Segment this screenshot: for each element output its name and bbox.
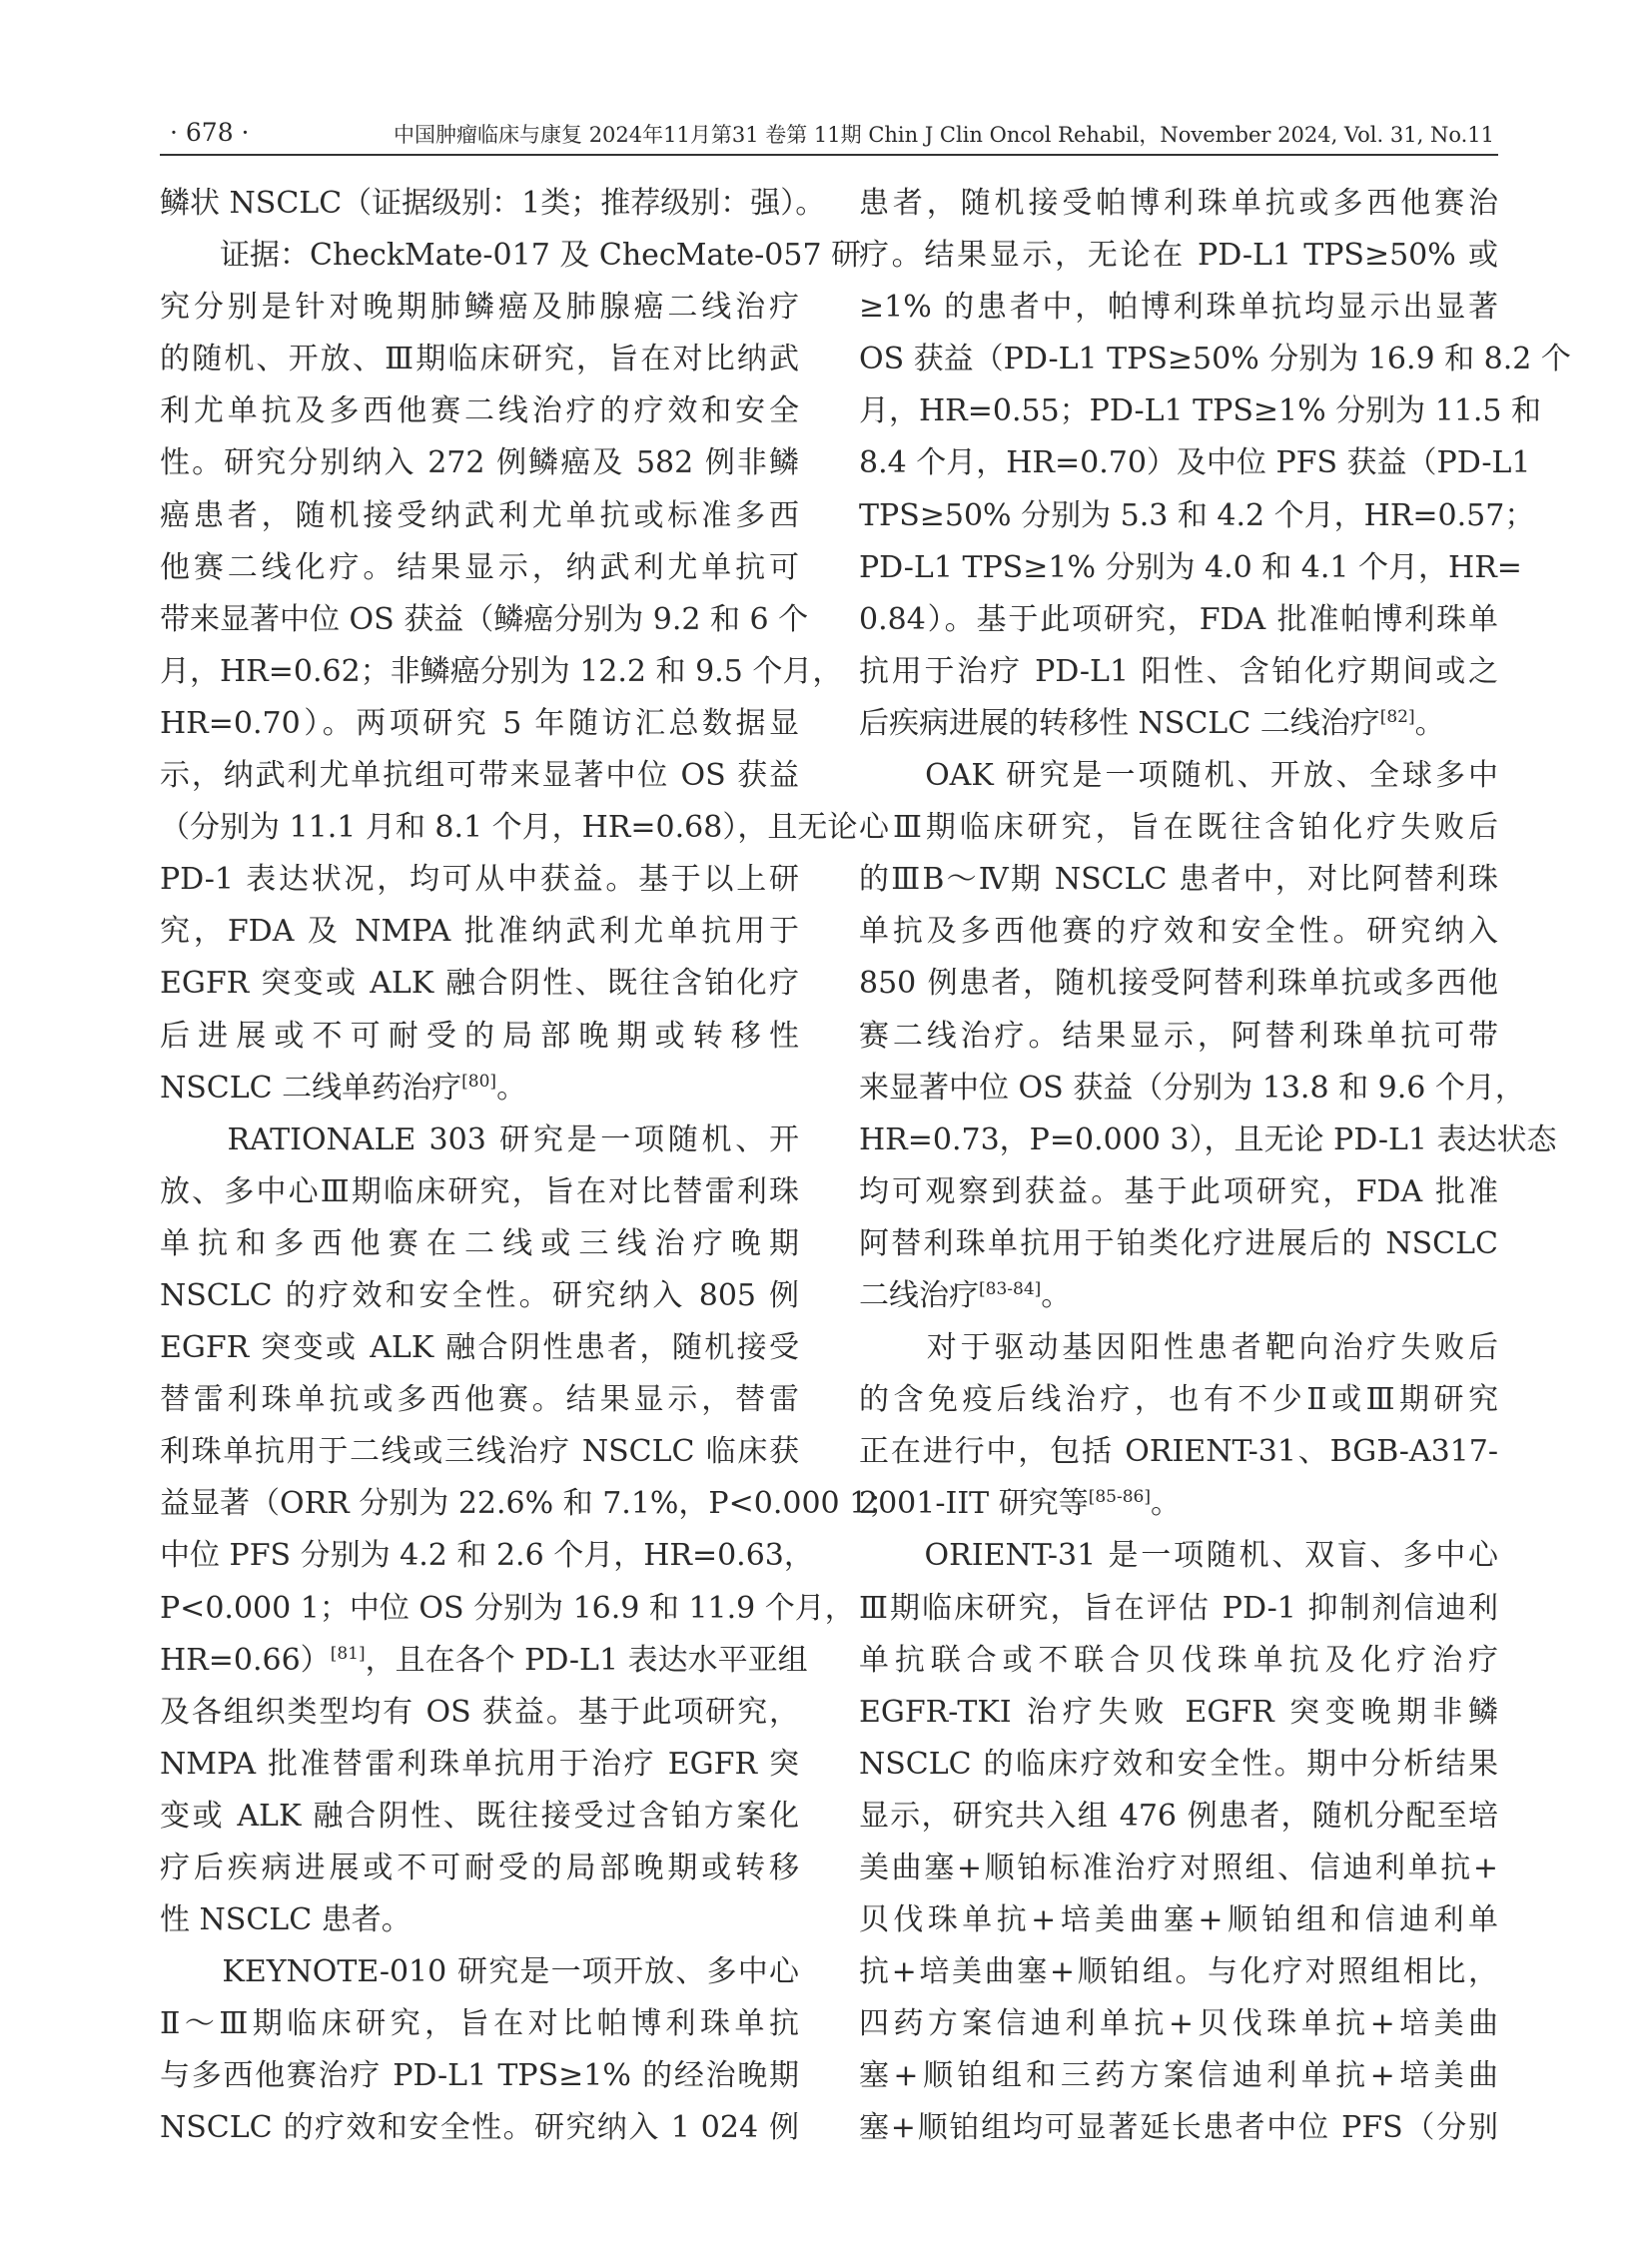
text-line	[160, 698, 799, 750]
text-line	[160, 854, 799, 906]
line-text: 疗后疾病进展或不可耐受的局部晚期或转移	[160, 1851, 799, 1885]
line-text: 究分别是针对晚期肺鳞癌及肺腺癌二线治疗	[160, 290, 799, 326]
citation-reference: [82]	[1379, 706, 1415, 727]
text-line	[859, 1635, 1498, 1687]
line-text: 塞+顺铂组均可显著延长患者中位 PFS（分别	[859, 2110, 1498, 2146]
page-number: · 678 ·	[170, 118, 250, 147]
text-line	[160, 1687, 799, 1739]
line-text: OAK 研究是一项随机、开放、全球多中	[859, 758, 1498, 794]
line-text: 0.84）。基于此项研究，FDA 批准帕博利珠单	[859, 601, 1498, 637]
line-text: NSCLC 的疗效和安全性。研究纳入 805 例	[160, 1277, 799, 1313]
text-line	[859, 1530, 1498, 1582]
text-line	[160, 1115, 799, 1166]
text-line	[859, 2050, 1498, 2102]
citation-reference: [83-84]	[979, 1278, 1042, 1299]
line-text: NSCLC 的疗效和安全性。研究纳入 1 024 例	[160, 2110, 799, 2146]
line-text: 单抗及多西他赛的疗效和安全性。研究纳入	[859, 914, 1498, 950]
text-line	[859, 437, 1531, 489]
text-line	[160, 490, 799, 542]
line-text: Ⅲ期临床研究，旨在评估 PD-1 抑制剂信迪利	[859, 1590, 1498, 1626]
line-text-after-citation: 。	[1151, 1486, 1182, 1522]
text-line	[859, 594, 1498, 646]
line-text: 赛二线治疗。结果显示，阿替利珠单抗可带	[859, 1018, 1498, 1054]
line-text: 贝伐珠单抗+培美曲塞+顺铂组和信迪利单	[859, 1902, 1498, 1938]
line-text: 美曲塞+顺铂标准治疗对照组、信迪利单抗+	[859, 1851, 1498, 1885]
text-line	[160, 1218, 799, 1270]
text-line	[859, 542, 1522, 594]
text-line	[160, 1530, 814, 1582]
text-line	[160, 1946, 799, 1998]
text-line	[859, 906, 1498, 958]
line-text: PD-1 表达状况，均可从中获益。基于以上研	[160, 862, 799, 898]
text-line	[859, 1894, 1498, 1946]
line-text: 二线治疗	[859, 1277, 979, 1313]
line-text: PD-L1 TPS≥1% 分别为 4.0 和 4.1 个月，HR=	[859, 549, 1522, 585]
left-text-column	[160, 178, 899, 2155]
line-text: 2001-IIT 研究等	[859, 1486, 1089, 1522]
line-text: 正在进行中，包括 ORIENT-31、BGB-A317-	[859, 1434, 1498, 1470]
line-text: 抗+培美曲塞+顺铂组。与化疗对照组相比，	[859, 1954, 1498, 1990]
line-text: 显示，研究共入组 476 例患者，随机分配至培	[859, 1798, 1498, 1834]
line-text: 鳞状 NSCLC（证据级别：1类；推荐级别：强）。	[160, 186, 826, 221]
text-line	[859, 1426, 1498, 1478]
line-text: 利珠单抗用于二线或三线治疗 NSCLC 临床获	[160, 1434, 799, 1470]
text-line	[160, 1843, 799, 1894]
line-text: 阿替利珠单抗用于铂类化疗进展后的 NSCLC	[859, 1225, 1498, 1261]
line-text: 后疾病进展的转移性 NSCLC 二线治疗	[859, 705, 1380, 741]
text-line	[859, 802, 1498, 854]
text-line	[859, 1322, 1498, 1374]
text-line	[859, 854, 1498, 906]
line-text: 后进展或不可耐受的局部晚期或转移性	[160, 1018, 799, 1054]
text-line	[859, 334, 1571, 385]
text-line	[160, 1478, 899, 1530]
text-line	[859, 490, 1535, 542]
text-line	[160, 802, 858, 854]
text-line	[859, 1946, 1498, 1998]
line-text: 850 例患者，随机接受阿替利珠单抗或多西他	[859, 966, 1498, 1002]
text-line	[160, 1322, 799, 1374]
line-text: 月，HR=0.55；PD-L1 TPS≥1% 分别为 11.5 和	[859, 393, 1542, 429]
line-text: 他赛二线化疗。结果显示，纳武利尤单抗可	[160, 549, 799, 585]
text-line	[859, 698, 1498, 750]
line-text: OS 获益（PD-L1 TPS≥50% 分别为 16.9 和 8.2 个	[859, 342, 1571, 377]
text-line	[859, 1115, 1557, 1166]
text-line	[859, 1011, 1498, 1063]
line-text: 示，纳武利尤单抗组可带来显著中位 OS 获益	[160, 758, 799, 794]
line-text: 塞+顺铂组和三药方案信迪利单抗+培美曲	[859, 2058, 1498, 2094]
line-text: 放、多中心Ⅲ期临床研究，旨在对比替雷利珠	[160, 1173, 799, 1209]
line-text: 究，FDA 及 NMPA 批准纳武利尤单抗用于	[160, 914, 799, 950]
text-line	[160, 594, 809, 646]
text-line	[160, 1426, 799, 1478]
line-text: 均可观察到获益。基于此项研究，FDA 批准	[859, 1173, 1498, 1209]
line-text-after-citation: 。	[1041, 1277, 1072, 1313]
line-text: 及各组织类型均有 OS 获益。基于此项研究，	[160, 1694, 799, 1730]
line-text: HR=0.66）	[160, 1642, 331, 1678]
line-text: 8.4 个月，HR=0.70）及中位 PFS 获益（PD-L1	[859, 445, 1531, 481]
text-line	[859, 1687, 1498, 1739]
text-line	[160, 958, 799, 1010]
journal-citation: 中国肿瘤临床与康复 2024年11月第31 卷第 11期 Chin J Clin Oncol Rehabil，November 2024, Vol. 31, No.11	[394, 123, 1494, 147]
line-text: EGFR-TKI 治疗失败 EGFR 突变晚期非鳞	[859, 1694, 1498, 1730]
text-line	[160, 750, 799, 802]
text-line	[160, 282, 799, 334]
line-text: 癌患者，随机接受纳武利尤单抗或标准多西	[160, 497, 799, 533]
text-line	[160, 1635, 808, 1687]
line-text-after-citation: 。	[1414, 705, 1445, 741]
line-text: 益显著（ORR 分别为 22.6% 和 7.1%，P<0.000 1；	[160, 1486, 899, 1522]
text-line	[160, 1063, 799, 1115]
line-text-after-citation: 。	[496, 1070, 527, 1106]
line-text: 变或 ALK 融合阴性、既往接受过含铂方案化	[160, 1798, 799, 1834]
running-header	[160, 116, 1498, 156]
text-line	[859, 1843, 1498, 1894]
text-line	[160, 1739, 799, 1791]
line-text: 的随机、开放、Ⅲ期临床研究，旨在对比纳武	[160, 342, 799, 377]
line-text: HR=0.73，P=0.000 3），且无论 PD-L1 表达状态	[859, 1121, 1557, 1157]
text-line	[160, 1374, 799, 1426]
line-text: （分别为 11.1 月和 8.1 个月，HR=0.68），且无论	[160, 810, 858, 846]
text-line	[160, 1011, 799, 1063]
line-text: 与多西他赛治疗 PD-L1 TPS≥1% 的经治晚期	[160, 2058, 799, 2094]
line-text: 来显著中位 OS 获益（分别为 13.8 和 9.6 个月，	[859, 1070, 1525, 1106]
line-text: 四药方案信迪利单抗+贝伐珠单抗+培美曲	[859, 2006, 1498, 2042]
text-line	[859, 178, 1498, 230]
text-line	[160, 178, 826, 230]
text-line	[859, 1583, 1498, 1635]
line-text: 证据：CheckMate-017 及 ChecMate-057 研	[160, 238, 862, 274]
line-text: 疗。结果显示，无论在 PD-L1 TPS≥50% 或	[859, 238, 1498, 274]
text-line	[859, 1791, 1498, 1843]
line-text: ≥1% 的患者中，帕博利珠单抗均显示出显著	[859, 290, 1498, 326]
text-line	[160, 1791, 799, 1843]
text-line	[160, 1166, 799, 1218]
text-line	[160, 334, 799, 385]
text-line	[859, 1998, 1498, 2050]
text-line	[160, 646, 843, 698]
line-text: 的ⅢB～Ⅳ期 NSCLC 患者中，对比阿替利珠	[859, 862, 1498, 898]
line-text: 对于驱动基因阳性患者靶向治疗失败后	[859, 1330, 1498, 1366]
text-line	[160, 906, 799, 958]
line-text: 月，HR=0.62；非鳞癌分别为 12.2 和 9.5 个月，	[160, 653, 843, 689]
text-line	[160, 437, 799, 489]
text-line	[160, 1998, 799, 2050]
text-line	[859, 1218, 1498, 1270]
text-line	[859, 646, 1498, 698]
citation-reference: [80]	[461, 1071, 497, 1092]
line-text: 的含免疫后线治疗，也有不少Ⅱ或Ⅲ期研究	[859, 1382, 1498, 1418]
right-text-column	[859, 178, 1571, 2155]
line-text: NSCLC 的临床疗效和安全性。期中分析结果	[859, 1746, 1498, 1782]
text-line	[859, 1166, 1498, 1218]
line-text: NSCLC 二线单药治疗	[160, 1070, 462, 1106]
text-line	[160, 230, 862, 282]
text-line	[160, 385, 799, 437]
line-text: 患者，随机接受帕博利珠单抗或多西他赛治	[859, 186, 1498, 221]
citation-reference: [81]	[330, 1643, 366, 1664]
text-line	[160, 542, 799, 594]
text-line	[160, 2102, 799, 2154]
line-text: 利尤单抗及多西他赛二线治疗的疗效和安全	[160, 393, 799, 429]
line-text: 单抗联合或不联合贝伐珠单抗及化疗治疗	[859, 1642, 1498, 1678]
line-text: 抗用于治疗 PD-L1 阳性、含铂化疗期间或之	[859, 653, 1498, 689]
line-text: ORIENT-31 是一项随机、双盲、多中心	[859, 1538, 1498, 1574]
line-text: 单抗和多西他赛在二线或三线治疗晚期	[160, 1225, 799, 1261]
text-line	[859, 958, 1498, 1010]
line-text: 带来显著中位 OS 获益（鳞癌分别为 9.2 和 6 个	[160, 601, 809, 637]
text-line	[160, 1583, 855, 1635]
line-text: KEYNOTE-010 研究是一项开放、多中心	[160, 1954, 799, 1990]
text-line	[859, 2102, 1498, 2154]
line-text: Ⅱ～Ⅲ期临床研究，旨在对比帕博利珠单抗	[160, 2006, 799, 2042]
line-text: EGFR 突变或 ALK 融合阴性、既往含铂化疗	[160, 966, 799, 1002]
text-line	[859, 1063, 1525, 1115]
text-line	[160, 2050, 799, 2102]
text-line	[859, 230, 1498, 282]
line-text: 性。研究分别纳入 272 例鳞癌及 582 例非鳞	[160, 445, 799, 481]
text-line	[859, 750, 1498, 802]
text-line	[859, 1270, 1498, 1322]
line-text: 替雷利珠单抗或多西他赛。结果显示，替雷	[160, 1382, 799, 1418]
line-text: 心Ⅲ期临床研究，旨在既往含铂化疗失败后	[859, 810, 1498, 846]
text-line	[160, 1270, 799, 1322]
line-text: TPS≥50% 分别为 5.3 和 4.2 个月，HR=0.57；	[859, 497, 1535, 533]
text-line	[859, 1739, 1498, 1791]
text-line	[859, 1374, 1498, 1426]
text-line	[859, 385, 1542, 437]
line-text: HR=0.70）。两项研究 5 年随访汇总数据显	[160, 705, 799, 741]
line-text: EGFR 突变或 ALK 融合阴性患者，随机接受	[160, 1330, 799, 1366]
line-text: NMPA 批准替雷利珠单抗用于治疗 EGFR 突	[160, 1746, 799, 1782]
line-text: 中位 PFS 分别为 4.2 和 2.6 个月，HR=0.63，	[160, 1538, 814, 1574]
citation-reference: [85-86]	[1088, 1487, 1152, 1508]
line-text: RATIONALE 303 研究是一项随机、开	[160, 1121, 799, 1157]
line-text: 性 NSCLC 患者。	[160, 1902, 412, 1938]
line-text-after-citation: ，且在各个 PD-L1 表达水平亚组	[365, 1642, 808, 1678]
line-text: P<0.000 1；中位 OS 分别为 16.9 和 11.9 个月，	[160, 1590, 855, 1626]
text-line	[859, 282, 1498, 334]
text-line	[160, 1894, 799, 1946]
text-line	[859, 1478, 1498, 1530]
